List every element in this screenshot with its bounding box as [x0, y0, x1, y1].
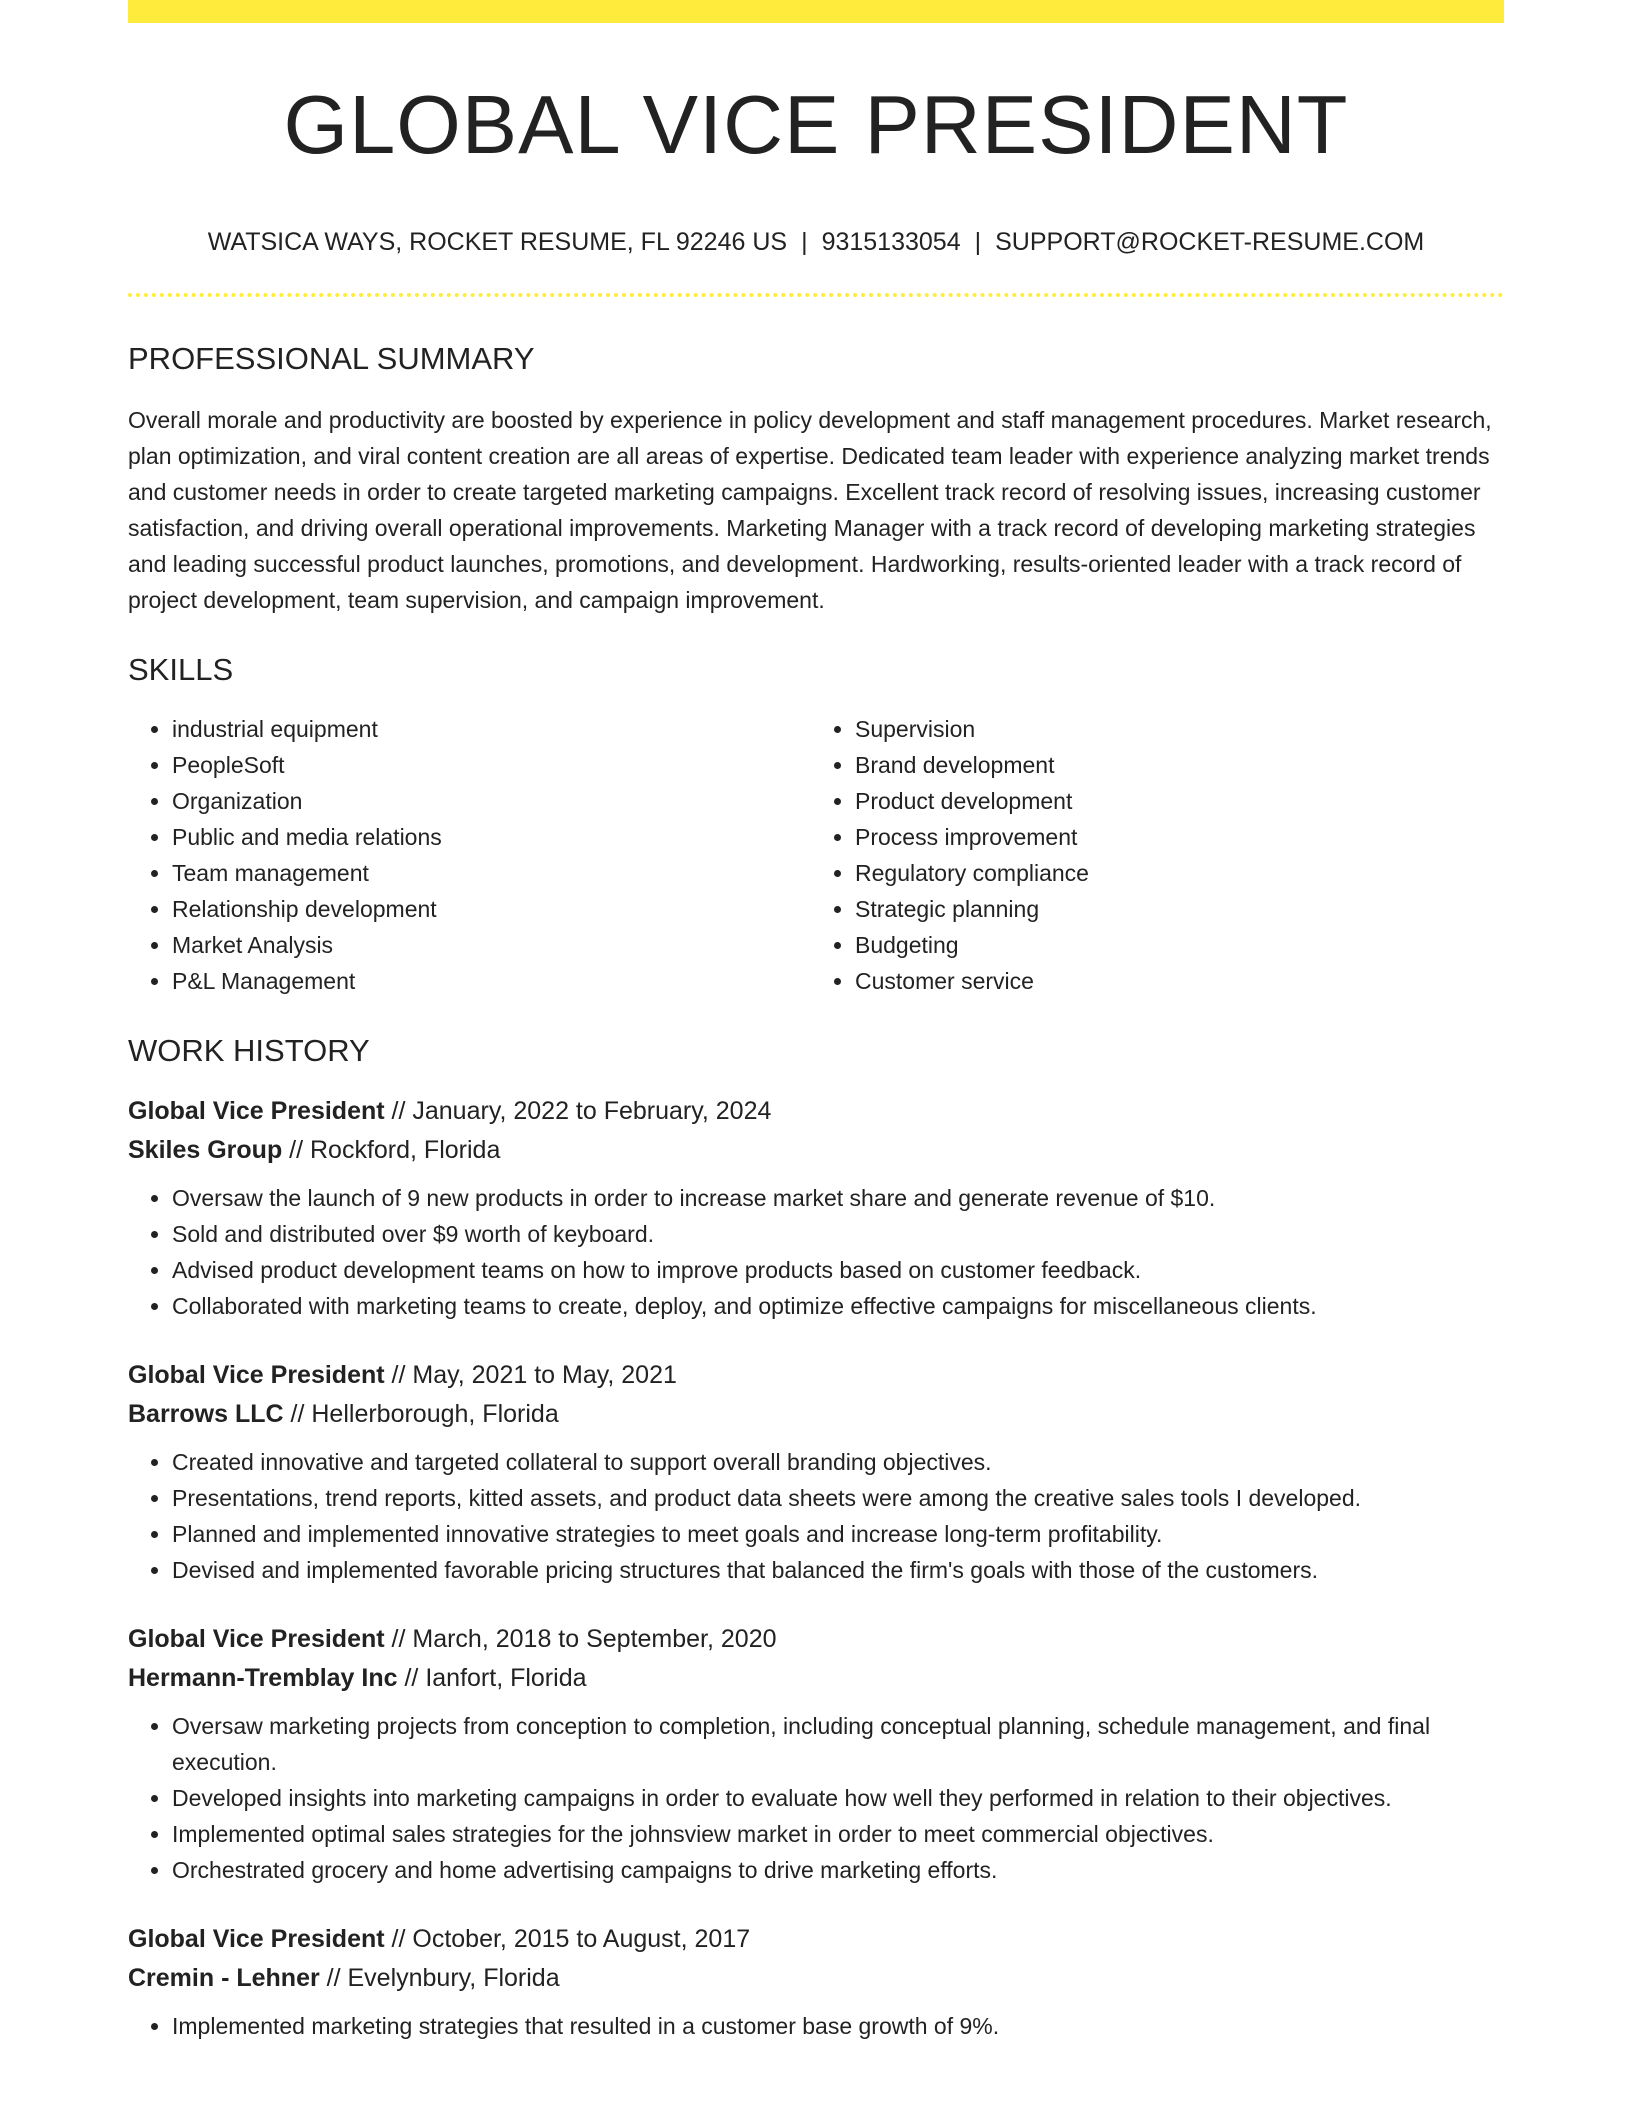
job-bullet: • Planned and implemented innovative strategies to meet goals and increase long-term profitability. — [172, 1516, 1504, 1552]
job-role-line — [128, 1356, 1504, 1395]
resume-page — [128, 0, 1504, 2044]
summary-heading: PROFESSIONAL SUMMARY — [128, 341, 535, 376]
job-entry — [128, 1920, 1504, 2044]
skill-item: • Regulatory compliance — [855, 855, 1489, 891]
skill-item: • Team management — [172, 855, 806, 891]
skills-heading: SKILLS — [128, 652, 234, 687]
job-company-line — [128, 1659, 1504, 1698]
skill-item: • Customer service — [855, 963, 1489, 999]
contact-email: SUPPORT@ROCKET-RESUME.COM — [995, 228, 1425, 256]
job-dates: // January, 2022 to February, 2024 — [384, 1097, 772, 1125]
skill-item: • Public and media relations — [172, 819, 806, 855]
job-company-line — [128, 1395, 1504, 1434]
skills-list-right — [806, 711, 1489, 999]
contact-address: WATSICA WAYS, ROCKET RESUME, FL 92246 US — [207, 228, 788, 256]
job-role: Global Vice President — [128, 1625, 385, 1653]
dotted-divider — [128, 293, 1504, 297]
job-dates: // May, 2021 to May, 2021 — [384, 1361, 677, 1389]
job-entry — [128, 1620, 1504, 1888]
job-company: Skiles Group — [128, 1136, 283, 1164]
contact-separator: | — [801, 228, 808, 256]
job-bullet: • Developed insights into marketing campaigns in order to evaluate how well they performed in relation to their objectives. — [172, 1780, 1504, 1816]
job-bullets — [128, 1708, 1504, 1888]
job-location: // Rockford, Florida — [282, 1136, 501, 1164]
contact-phone: 9315133054 — [821, 228, 961, 256]
job-company: Cremin - Lehner — [128, 1964, 320, 1992]
job-bullets — [128, 1180, 1504, 1324]
job-bullet: • Sold and distributed over $9 worth of keyboard. — [172, 1216, 1504, 1252]
skill-item: • Brand development — [855, 747, 1489, 783]
job-company-line — [128, 1959, 1504, 1998]
job-role-line — [128, 1920, 1504, 1959]
contact-line — [128, 230, 1504, 255]
job-bullet: • Oversaw marketing projects from conception to completion, including conceptual planning, schedule management, and final execution. — [172, 1708, 1504, 1780]
job-bullet: • Implemented marketing strategies that resulted in a customer base growth of 9%. — [172, 2008, 1504, 2044]
skill-item: • Strategic planning — [855, 891, 1489, 927]
skill-item: • PeopleSoft — [172, 747, 806, 783]
skills-list-left — [128, 711, 806, 999]
job-bullet: • Oversaw the launch of 9 new products in order to increase market share and generate revenue of $10. — [172, 1180, 1504, 1216]
job-entry — [128, 1092, 1504, 1324]
job-role-line — [128, 1092, 1504, 1131]
summary-text: Overall morale and productivity are boosted by experience in policy development and staff management procedures. Market research, plan optimization, and viral content creation are all areas of expertise. Dedicated team leader with experience analyzing market trends and customer needs in order to create targeted marketing campaigns. Excellent track record of resolving issues, increasing customer satisfaction, and driving overall operational improvements. Marketing Manager with a track record of developing marketing strategies and leading successful product launches, promotions, and development. Hardworking, results-oriented leader with a track record of project development, team supervision, and campaign improvement. — [128, 407, 1492, 613]
skill-item: • Market Analysis — [172, 927, 806, 963]
job-role-line — [128, 1620, 1504, 1659]
job-dates: // March, 2018 to September, 2020 — [384, 1625, 777, 1653]
job-bullets — [128, 2008, 1504, 2044]
job-entry — [128, 1356, 1504, 1588]
skill-item: • P&L Management — [172, 963, 806, 999]
skill-item: • Supervision — [855, 711, 1489, 747]
skill-item: • Product development — [855, 783, 1489, 819]
job-company: Barrows LLC — [128, 1400, 284, 1428]
job-bullet: • Created innovative and targeted collateral to support overall branding objectives. — [172, 1444, 1504, 1480]
skill-item: • Organization — [172, 783, 806, 819]
job-bullet: • Advised product development teams on how to improve products based on customer feedback. — [172, 1252, 1504, 1288]
job-bullet: • Presentations, trend reports, kitted assets, and product data sheets were among the creative sales tools I developed. — [172, 1480, 1504, 1516]
job-location: // Evelynbury, Florida — [319, 1964, 560, 1992]
skills-columns — [128, 711, 1504, 999]
job-location: // Ianfort, Florida — [397, 1664, 587, 1692]
job-role: Global Vice President — [128, 1925, 385, 1953]
job-role: Global Vice President — [128, 1361, 385, 1389]
skill-item: • Budgeting — [855, 927, 1489, 963]
skill-item: • Relationship development — [172, 891, 806, 927]
skill-item: • Process improvement — [855, 819, 1489, 855]
resume-name-title: GLOBAL VICE PRESIDENT — [283, 78, 1349, 171]
job-company-line — [128, 1131, 1504, 1170]
job-bullet: • Devised and implemented favorable pricing structures that balanced the firm's goals with those of the customers. — [172, 1552, 1504, 1588]
job-dates: // October, 2015 to August, 2017 — [384, 1925, 751, 1953]
job-bullet: • Collaborated with marketing teams to create, deploy, and optimize effective campaigns for miscellaneous clients. — [172, 1288, 1504, 1324]
skill-item: • industrial equipment — [172, 711, 806, 747]
job-bullet: • Orchestrated grocery and home advertising campaigns to drive marketing efforts. — [172, 1852, 1504, 1888]
job-location: // Hellerborough, Florida — [283, 1400, 559, 1428]
contact-separator: | — [974, 228, 982, 256]
job-role: Global Vice President — [128, 1097, 385, 1125]
job-bullet: • Implemented optimal sales strategies for the johnsview market in order to meet commercial objectives. — [172, 1816, 1504, 1852]
job-bullets — [128, 1444, 1504, 1588]
job-company: Hermann-Tremblay Inc — [128, 1664, 398, 1692]
work-history-heading: WORK HISTORY — [128, 1033, 370, 1068]
accent-top-bar — [128, 0, 1504, 23]
